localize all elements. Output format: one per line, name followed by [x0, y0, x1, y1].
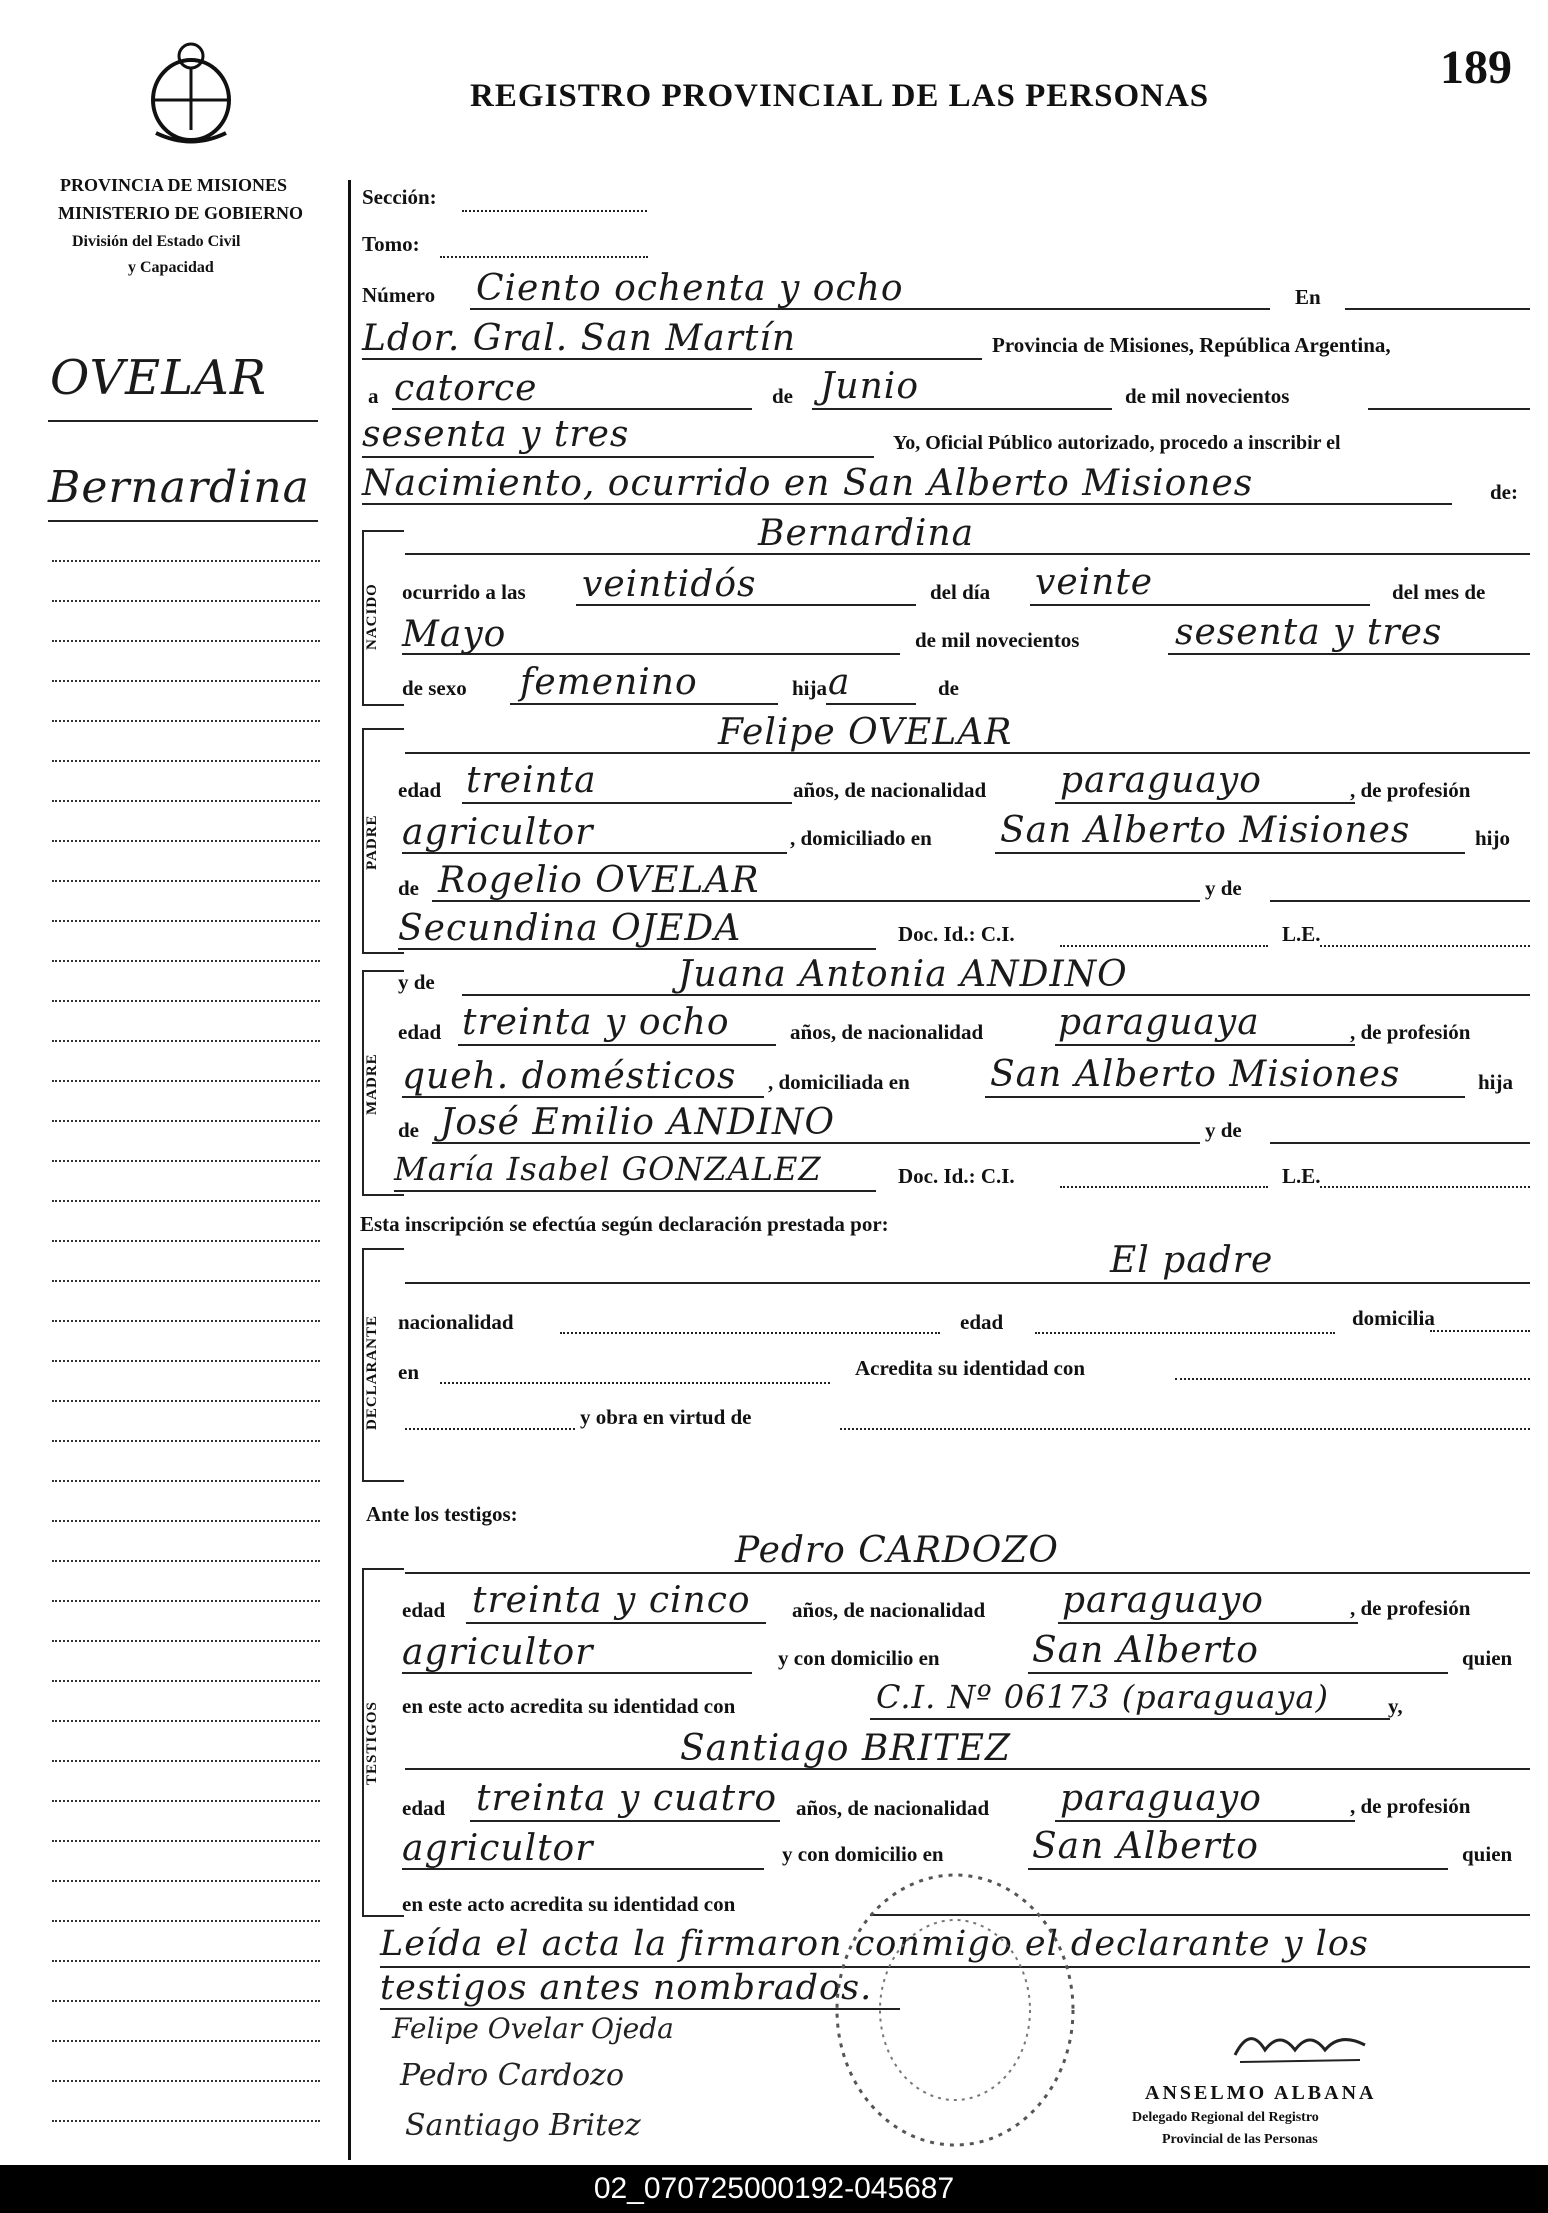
provincia-label: Provincia de Misiones, República Argentina, [992, 333, 1391, 357]
closing-line1: Leída el acta la firmaron conmigo el declarante y los [380, 1924, 1369, 1964]
testigo1-doc-line [870, 1718, 1390, 1720]
padre-profesion-line [402, 852, 787, 854]
margin-ruled-line [52, 840, 320, 842]
margin-ruled-line [52, 1720, 320, 1722]
signature-declarante: Felipe Ovelar Ojeda [392, 2012, 674, 2045]
testigo1-domicilio-line [1028, 1672, 1448, 1674]
margin-ruled-line [52, 800, 320, 802]
margin-ruled-line [52, 1280, 320, 1282]
testigo2-profesion-line [402, 1868, 764, 1870]
madre-madre-line [394, 1190, 876, 1192]
testigo1-nacionalidad-value: paraguayo [1062, 1580, 1264, 1621]
nombre-value: Bernardina [758, 513, 975, 554]
document-id-footer: 02_070725000192-045687 [0, 2165, 1548, 2213]
nombre-line [405, 553, 1530, 555]
testigo1-edad-label: edad [402, 1598, 446, 1622]
nacionalidad-label: nacionalidad [398, 1310, 514, 1334]
padre-madre-line [398, 948, 876, 950]
padre-edad-line [462, 802, 792, 804]
coat-of-arms-seal [138, 38, 244, 148]
testigos-section-label: TESTIGOS [364, 1701, 380, 1785]
hora-value: veintidós [582, 564, 757, 605]
acredita-field [1175, 1378, 1530, 1380]
margin-ruled-line [52, 1880, 320, 1882]
nacionalidad-field [560, 1332, 940, 1334]
agency-line1: PROVINCIA DE MISIONES [60, 175, 288, 195]
declarante-section-label: DECLARANTE [364, 1314, 380, 1430]
page-number: 189 [1440, 41, 1512, 94]
margin-ruled-line [52, 1240, 320, 1242]
en-line [1345, 308, 1530, 310]
testigo2-domicilio-line [1028, 1868, 1448, 1870]
acredita-label: Acredita su identidad con [855, 1356, 1086, 1380]
padre-profesion-label: , de profesión [1350, 778, 1471, 802]
testigo2-domicilio-label: y con domicilio en [782, 1842, 944, 1866]
margin-line [48, 420, 318, 422]
padre-edad-label: edad [398, 778, 442, 802]
margin-ruled-line [52, 1080, 320, 1082]
de-mil-novecientos-label: de mil novecientos [1125, 384, 1290, 408]
margin-ruled-line [52, 1400, 320, 1402]
testigo1-y-label: y, [1388, 1694, 1403, 1718]
obra-left-field [405, 1428, 575, 1430]
padre-anos-label: años, de nacionalidad [793, 778, 987, 802]
margin-ruled-line [52, 1840, 320, 1842]
margin-ruled-line [52, 2000, 320, 2002]
official-name: ANSELMO ALBANA [1145, 2082, 1377, 2104]
madre-madre-value: María Isabel GONZALEZ [394, 1150, 822, 1188]
numero-line [470, 308, 1270, 310]
madre-nombre-line [462, 994, 1530, 996]
madre-y-de-label: y de [398, 970, 435, 994]
madre-profesion-value: queh. domésticos [402, 1056, 737, 1097]
margin-ruled-line [52, 1320, 320, 1322]
margin-ruled-line [52, 1480, 320, 1482]
madre-hija-label: hija [1478, 1070, 1514, 1094]
hija-label: hija [792, 676, 828, 700]
dia-inscripcion-value: catorce [394, 368, 538, 409]
testigo2-nacionalidad-line [1055, 1820, 1355, 1822]
madre-section-label: MADRE [364, 1053, 380, 1115]
margin-ruled-line [52, 2120, 320, 2122]
padre-nacionalidad-value: paraguayo [1060, 760, 1262, 801]
testigo1-profesion-label: , de profesión [1350, 1596, 1471, 1620]
testigo1-profesion-value: agricultor [402, 1632, 594, 1673]
margin-ruled-line [52, 1120, 320, 1122]
anio-nacimiento-value: sesenta y tres [1175, 612, 1443, 653]
madre-madre-line-right [1270, 1142, 1530, 1144]
testigo1-edad-value: treinta y cinco [472, 1580, 751, 1621]
margin-ruled-line [52, 1520, 320, 1522]
de-colon-label: de: [1490, 480, 1518, 504]
margin-surname: OVELAR [50, 350, 267, 406]
testigo2-profesion-value: agricultor [402, 1828, 594, 1869]
madre-edad-label: edad [398, 1020, 442, 1044]
del-dia-label: del día [930, 580, 991, 604]
testigo2-acredita-label: en este acto acredita su identidad con [402, 1892, 736, 1916]
testigo1-nombre-value: Pedro CARDOZO [735, 1530, 1059, 1571]
margin-ruled-line [52, 2040, 320, 2042]
testigo2-edad-value: treinta y cuatro [476, 1778, 777, 1819]
testigo1-nombre-line [405, 1572, 1530, 1574]
agency-line4: y Capacidad [128, 259, 214, 276]
a-label: a [368, 384, 379, 408]
madre-edad-line [458, 1044, 776, 1046]
margin-ruled-line [52, 880, 320, 882]
margin-ruled-line [52, 1560, 320, 1562]
anio-nacimiento-line [1168, 653, 1530, 655]
closing-line2: testigos antes nombrados. [380, 1968, 873, 2008]
de2-label: de [938, 676, 959, 700]
margin-ruled-line [52, 1640, 320, 1642]
padre-domicilio-value: San Alberto Misiones [1000, 810, 1411, 851]
dia-nacimiento-value: veinte [1035, 562, 1154, 603]
numero-label: Número [362, 283, 436, 307]
testigo1-doc-value: C.I. Nº 06173 (paraguaya) [876, 1678, 1329, 1716]
margin-ruled-line [52, 1920, 320, 1922]
anio-inscripcion-line [362, 456, 874, 458]
signature-testigo1: Pedro Cardozo [400, 2058, 625, 2093]
closing-line2-rule [380, 2008, 900, 2010]
signature-testigo2: Santiago Britez [405, 2108, 641, 2143]
agency-line2: MINISTERIO DE GOBIERNO [58, 203, 304, 223]
madre-edad-value: treinta y ocho [462, 1002, 730, 1043]
testigo2-profesion-label: , de profesión [1350, 1794, 1471, 1818]
padre-padre-line [432, 900, 1200, 902]
sexo-value: femenino [520, 662, 698, 703]
testigo1-domicilio-label: y con domicilio en [778, 1646, 940, 1670]
en-label: En [1295, 285, 1321, 309]
declarante-line [405, 1282, 1530, 1284]
margin-ruled-line [52, 2080, 320, 2082]
margin-ruled-line [52, 760, 320, 762]
testigo1-edad-line [466, 1622, 766, 1624]
padre-le-label: L.E. [1282, 922, 1321, 946]
esta-inscripcion-label: Esta inscripción se efectúa según declaración prestada por: [360, 1212, 889, 1236]
margin-ruled-line [52, 1040, 320, 1042]
agency-line3: División del Estado Civil [72, 233, 241, 250]
hija-mark-value: a [828, 662, 851, 703]
lugar-value: Ldor. Gral. San Martín [362, 318, 797, 359]
mes-inscripcion-value: Junio [820, 366, 919, 407]
de-label: de [772, 384, 793, 408]
hora-line [576, 604, 916, 606]
madre-domicilio-value: San Alberto Misiones [990, 1054, 1401, 1095]
padre-section-label: PADRE [364, 814, 380, 870]
madre-y-de2-label: y de [1205, 1118, 1242, 1142]
madre-domicilio-line [985, 1096, 1465, 1098]
padre-le-field [1320, 945, 1530, 947]
testigo2-anos-label: años, de nacionalidad [796, 1796, 990, 1820]
numero-value: Ciento ochenta y ocho [476, 268, 904, 309]
madre-profesion-label: , de profesión [1350, 1020, 1471, 1044]
margin-ruled-line [52, 1760, 320, 1762]
official-title-2: Provincial de las Personas [1162, 2132, 1318, 2147]
declarante-value: El padre [1110, 1240, 1274, 1281]
testigo2-quien-label: quien [1462, 1842, 1513, 1866]
margin-ruled-line [52, 1680, 320, 1682]
edad-label: edad [960, 1310, 1004, 1334]
anio-inscripcion-value: sesenta y tres [362, 414, 630, 455]
padre-de-label: de [398, 876, 419, 900]
padre-profesion-value: agricultor [402, 812, 594, 853]
madre-profesion-line [402, 1096, 764, 1098]
madre-doc-field [1060, 1186, 1268, 1188]
margin-ruled-line [52, 1600, 320, 1602]
de-sexo-label: de sexo [402, 676, 467, 700]
seccion-label: Sección: [362, 185, 437, 209]
margin-ruled-line [52, 560, 320, 562]
acto-line [362, 503, 1452, 505]
margin-ruled-line [52, 600, 320, 602]
dia-inscripcion-line [392, 408, 752, 410]
padre-nacionalidad-line [1055, 802, 1355, 804]
en-field [440, 1382, 830, 1384]
padre-domicilio-line [995, 852, 1465, 854]
padre-edad-value: treinta [466, 760, 597, 801]
madre-padre-value: José Emilio ANDINO [440, 1102, 835, 1143]
margin-ruled-line [52, 1960, 320, 1962]
margin-ruled-line [52, 920, 320, 922]
padre-y-de-label: y de [1205, 876, 1242, 900]
madre-nacionalidad-line [1055, 1044, 1355, 1046]
anio-line-a [1368, 408, 1530, 410]
del-mes-label: del mes de [1392, 580, 1486, 604]
mes-inscripcion-line [812, 408, 1112, 410]
margin-line [48, 520, 318, 522]
padre-doc-field [1060, 945, 1268, 947]
margin-ruled-line [52, 1440, 320, 1442]
madre-le-label: L.E. [1282, 1164, 1321, 1188]
lugar-line [362, 358, 982, 360]
testigo2-edad-line [470, 1820, 780, 1822]
madre-domiciliada-label: , domiciliada en [768, 1070, 910, 1094]
official-title-1: Delegado Regional del Registro [1132, 2110, 1319, 2125]
madre-nacionalidad-value: paraguaya [1058, 1002, 1260, 1043]
testigo1-quien-label: quien [1462, 1646, 1513, 1670]
margin-ruled-line [52, 640, 320, 642]
margin-given-name: Bernardina [48, 462, 310, 513]
madre-le-field [1320, 1186, 1530, 1188]
mes-nacimiento-line [402, 653, 900, 655]
en-label: en [398, 1360, 419, 1384]
obra-label: y obra en virtud de [580, 1405, 752, 1429]
testigo1-nacionalidad-line [1058, 1622, 1358, 1624]
acto-value: Nacimiento, ocurrido en San Alberto Misiones [362, 463, 1254, 504]
sexo-line [510, 703, 778, 705]
margin-ruled-line [52, 680, 320, 682]
edad-field [1035, 1332, 1335, 1334]
padre-madre-line-right [1270, 900, 1530, 902]
testigo1-profesion-line [402, 1672, 752, 1674]
margin-ruled-line [52, 960, 320, 962]
madre-de-label: de [398, 1118, 419, 1142]
margin-ruled-line [52, 1360, 320, 1362]
madre-doc-label: Doc. Id.: C.I. [898, 1164, 1015, 1188]
ante-testigos-label: Ante los testigos: [366, 1502, 518, 1526]
yo-oficial-label: Yo, Oficial Público autorizado, procedo a inscribir el [893, 432, 1341, 454]
padre-madre-value: Secundina OJEDA [398, 908, 742, 949]
padre-padre-value: Rogelio OVELAR [438, 860, 760, 901]
column-divider [348, 180, 351, 2160]
domicilia-label: domicilia [1352, 1306, 1435, 1330]
padre-hijo-label: hijo [1475, 826, 1511, 850]
mes-nacimiento-value: Mayo [402, 614, 507, 655]
padre-nombre-line [405, 752, 1530, 754]
testigo2-edad-label: edad [402, 1796, 446, 1820]
margin-ruled-line [52, 720, 320, 722]
testigo2-nombre-value: Santiago BRITEZ [680, 1728, 1012, 1769]
ocurrido-label: ocurrido a las [402, 580, 526, 604]
madre-nombre-value: Juana Antonia ANDINO [678, 954, 1128, 995]
official-round-stamp [825, 1865, 1085, 2155]
obra-field [840, 1428, 1530, 1430]
padre-domiciliado-label: , domiciliado en [790, 826, 932, 850]
margin-ruled-line [52, 1000, 320, 1002]
tomo-label: Tomo: [362, 232, 420, 256]
seccion-field [462, 210, 647, 212]
testigo1-anos-label: años, de nacionalidad [792, 1598, 986, 1622]
padre-doc-label: Doc. Id.: C.I. [898, 922, 1015, 946]
domicilia-field [1430, 1330, 1530, 1332]
margin-ruled-line [52, 1200, 320, 1202]
dia-nacimiento-line [1030, 604, 1370, 606]
madre-anos-label: años, de nacionalidad [790, 1020, 984, 1044]
testigo2-domicilio-value: San Alberto [1032, 1826, 1259, 1867]
testigo2-nombre-line [405, 1768, 1530, 1770]
testigo1-acredita-label: en este acto acredita su identidad con [402, 1694, 736, 1718]
testigo2-nacionalidad-value: paraguayo [1060, 1778, 1262, 1819]
nacido-section-label: NACIDO [364, 583, 380, 650]
testigo1-domicilio-value: San Alberto [1032, 1630, 1259, 1671]
margin-ruled-line [52, 1160, 320, 1162]
official-signature-scribble [1230, 2020, 1370, 2070]
page-title: REGISTRO PROVINCIAL DE LAS PERSONAS [470, 78, 1210, 114]
hija-line [826, 703, 916, 705]
tomo-field [440, 256, 648, 258]
padre-nombre-value: Felipe OVELAR [718, 712, 1013, 753]
de-mil-label: de mil novecientos [915, 628, 1080, 652]
margin-ruled-line [52, 1800, 320, 1802]
madre-padre-line [432, 1142, 1200, 1144]
